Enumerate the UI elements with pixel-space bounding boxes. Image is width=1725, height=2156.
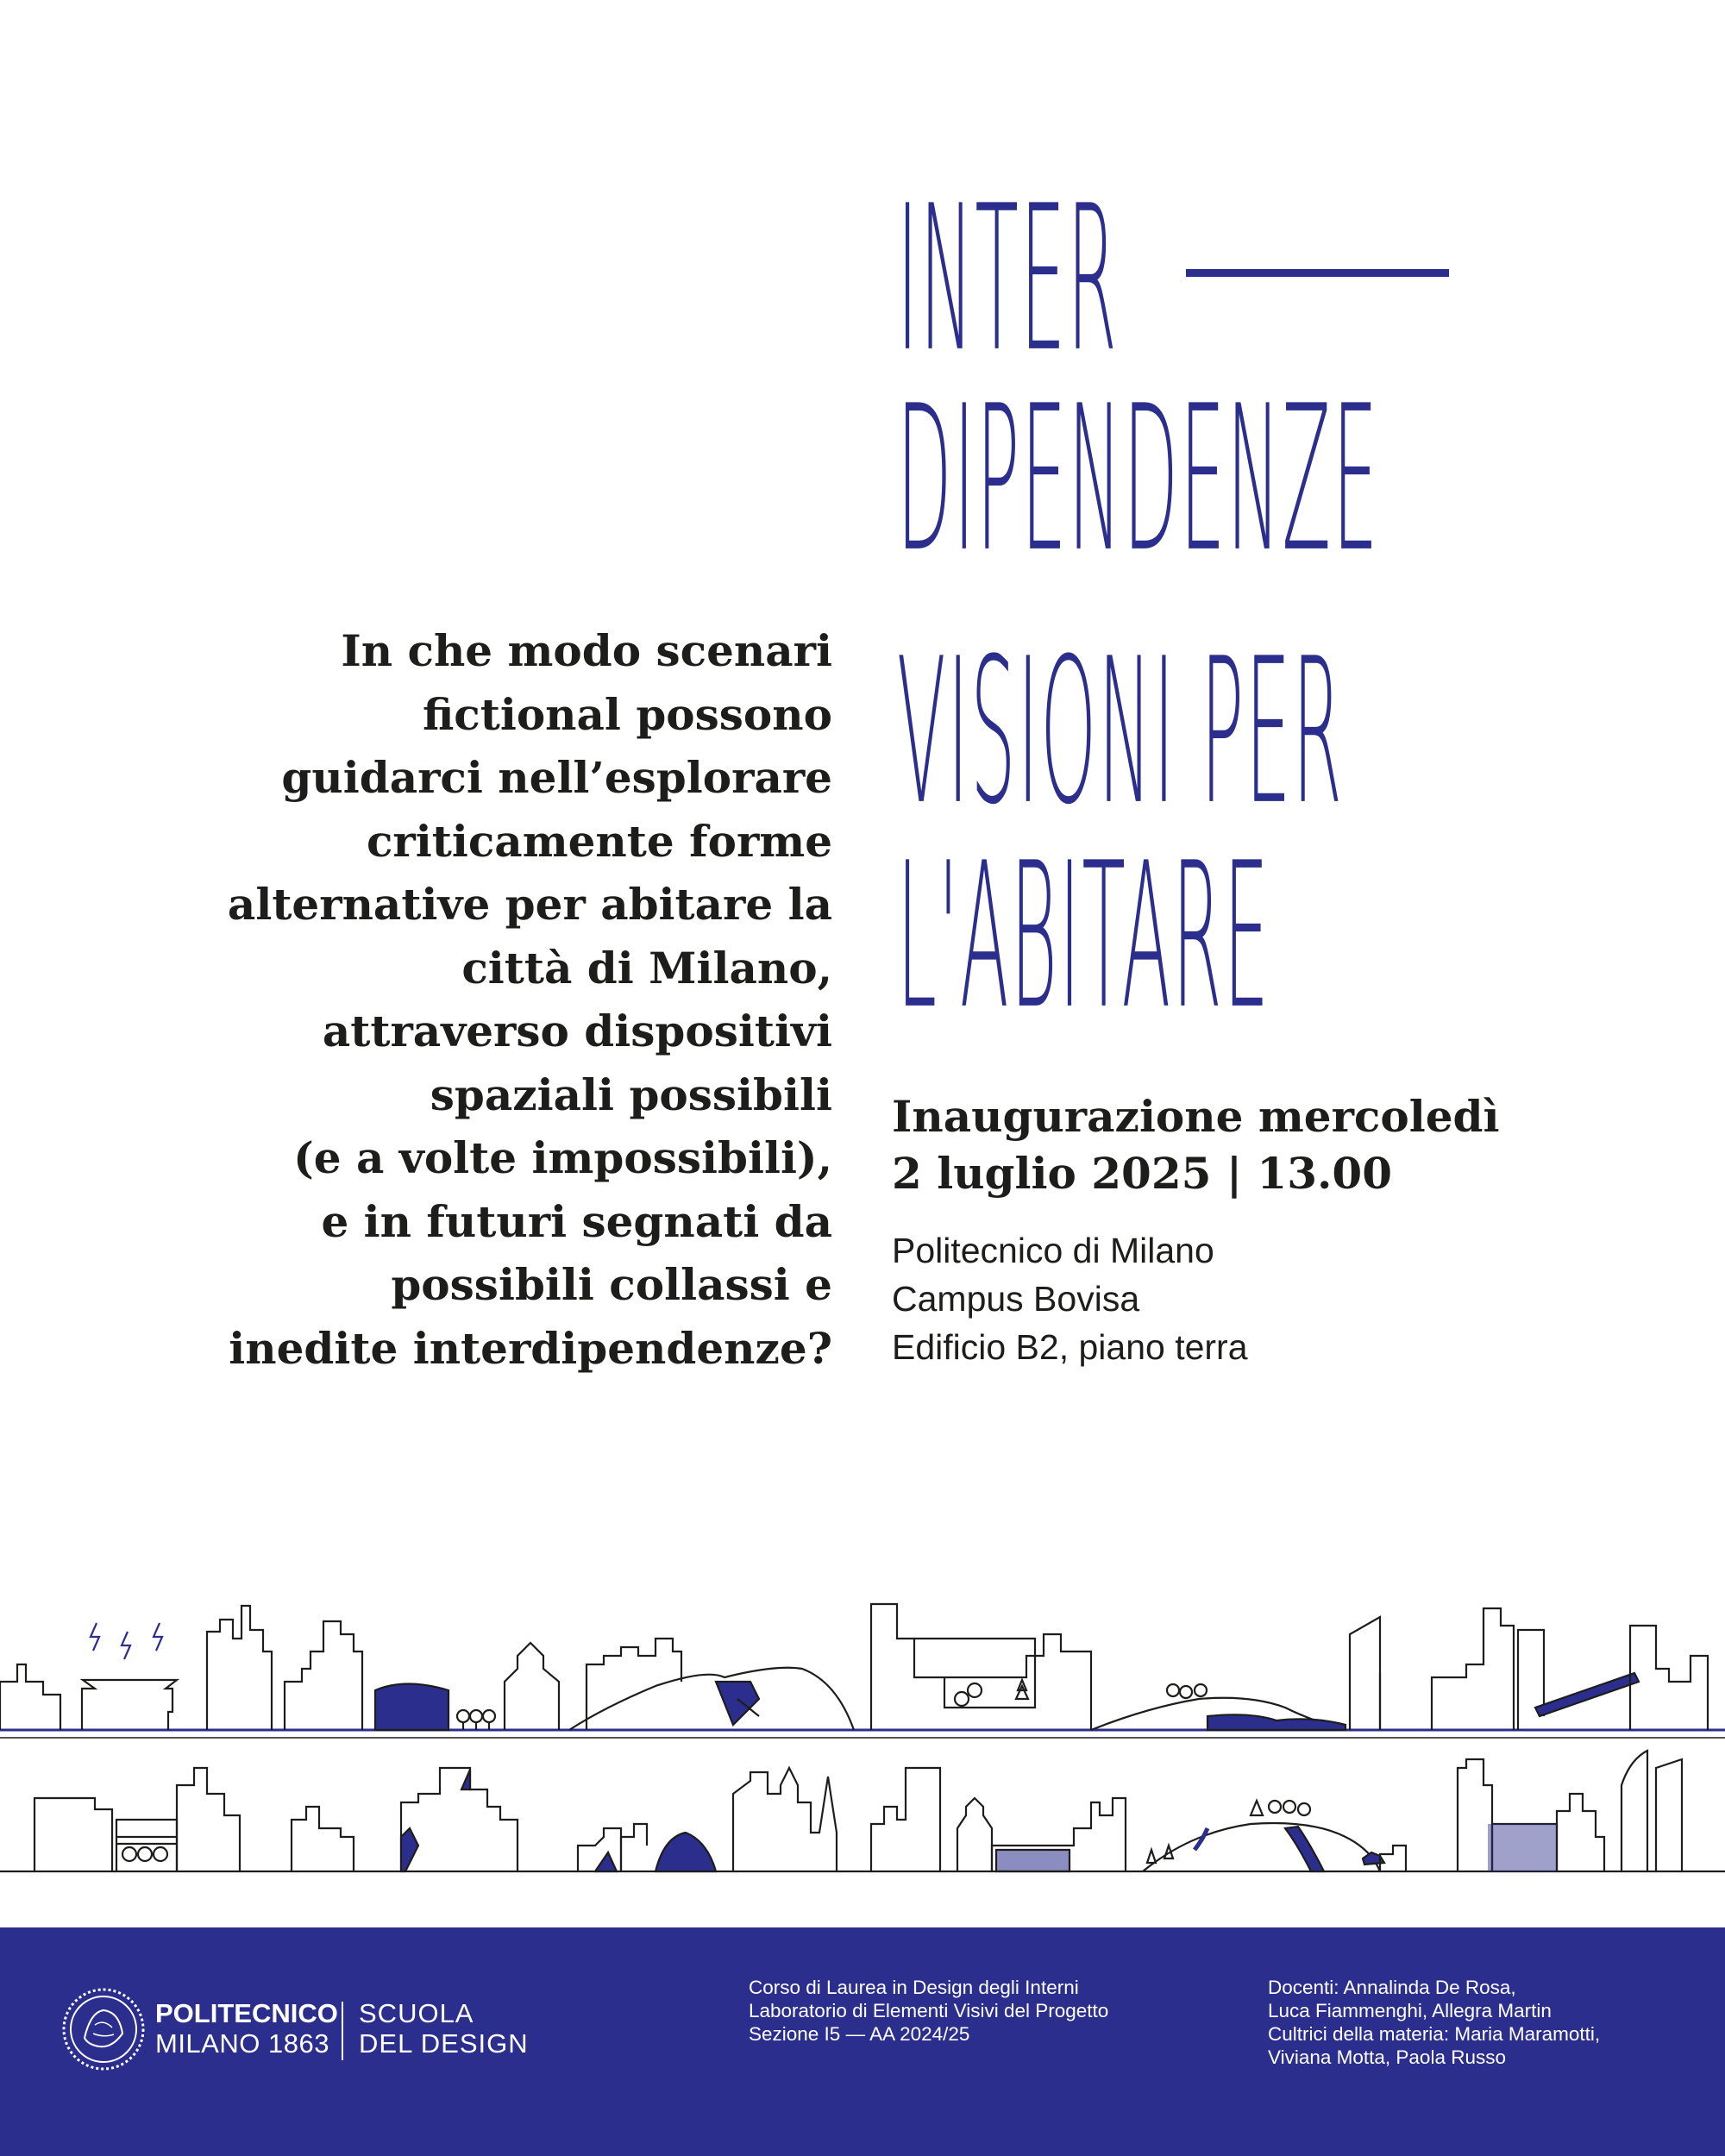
teachers-line: Viviana Motta, Paola Russo <box>1268 2046 1506 2068</box>
inauguration-info <box>892 1088 1499 1202</box>
question-line: e in futuri segnati da <box>321 1195 832 1247</box>
venue-line: Politecnico di Milano <box>892 1231 1214 1270</box>
course-line: Corso di Laurea in Design degli Interni <box>749 1977 1079 1998</box>
footer-band <box>0 1927 1725 2156</box>
logo-subtitle: MILANO 1863 <box>155 2028 329 2059</box>
politecnico-logo-text <box>155 1998 338 2059</box>
school-line: SCUOLA <box>359 1998 474 2028</box>
question-line: fictional possono <box>422 688 832 740</box>
course-line: Laboratorio di Elementi Visivi del Progetto <box>749 2000 1109 2021</box>
venue-line: Campus Bovisa <box>892 1279 1140 1319</box>
question-line: inedite interdipendenze? <box>229 1322 832 1374</box>
question-line: spaziali possibili <box>430 1069 832 1120</box>
city-skyline-illustration <box>0 1587 1725 1880</box>
question-line: città di Milano, <box>461 942 832 993</box>
question-text <box>177 619 832 1380</box>
teachers-info <box>1268 1976 1600 2069</box>
venue-line: Edificio B2, piano terra <box>892 1327 1248 1367</box>
teachers-line: Docenti: Annalinda De Rosa, <box>1268 1977 1516 1998</box>
question-line: criticamente forme <box>366 815 832 867</box>
teachers-line: Luca Fiammenghi, Allegra Martin <box>1268 2000 1552 2021</box>
question-line: attraverso dispositivi <box>322 1006 832 1056</box>
course-line: Sezione I5 — AA 2024/25 <box>749 2023 970 2045</box>
teachers-line: Cultrici della materia: Maria Maramotti, <box>1268 2023 1601 2045</box>
school-line: DEL DESIGN <box>359 2028 529 2059</box>
title-line-dipendenze: DIPENDENZE <box>897 364 1380 597</box>
inauguration-day: Inaugurazione mercoledì <box>892 1091 1500 1142</box>
title-line-visioni-per: VISIONI PER <box>897 617 1345 849</box>
question-line: guidarci nell’esplorare <box>281 752 832 803</box>
logo-divider <box>342 2002 343 2060</box>
politecnico-seal-logo <box>60 1986 147 2072</box>
inauguration-date-time: 2 luglio 2025 | 13.00 <box>892 1148 1392 1199</box>
logo-name: POLITECNICO <box>155 1998 338 2028</box>
question-line: (e a volte impossibili), <box>293 1132 832 1183</box>
question-line: possibili collassi e <box>391 1259 832 1310</box>
course-info <box>749 1976 1108 2046</box>
title-line-labitare: L'ABITARE <box>897 821 1271 1054</box>
school-of-design-logo <box>359 1998 529 2059</box>
question-line: In che modo scenari <box>341 625 832 676</box>
venue-info <box>892 1226 1248 1371</box>
title-line-inter: INTER <box>897 164 1119 397</box>
question-line: alternative per abitare la <box>227 879 832 930</box>
title-dash <box>1186 269 1449 277</box>
